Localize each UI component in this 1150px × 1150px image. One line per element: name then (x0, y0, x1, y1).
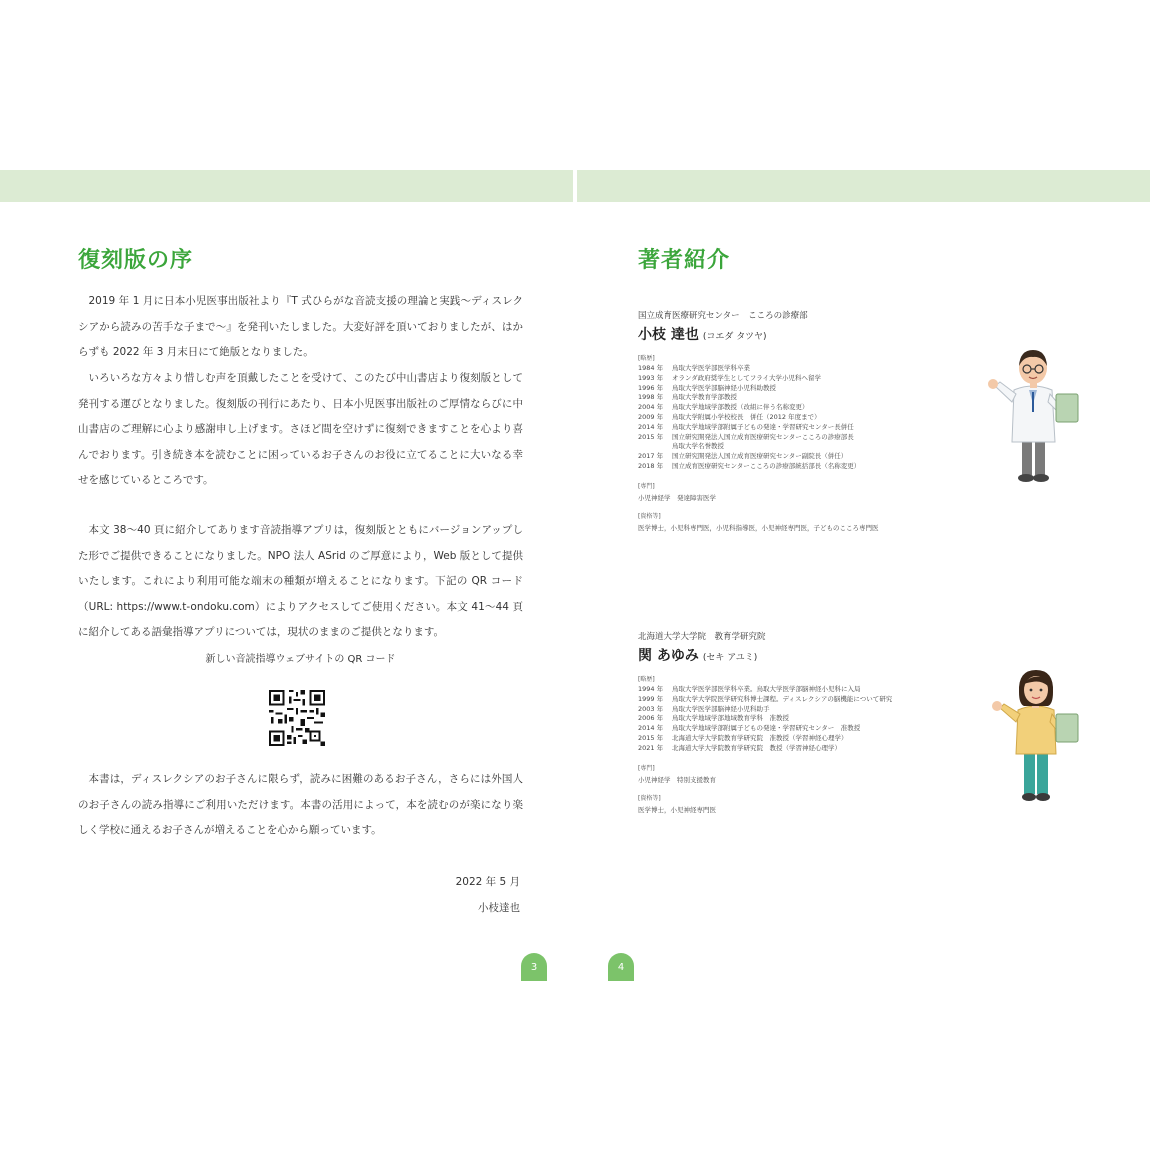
history-heading: [略歴] (638, 676, 655, 683)
woman-teacher-illustration (986, 664, 1084, 804)
preface-date: 2022 年 5 月 (455, 876, 520, 888)
history-row: 2014 年 鳥取大学地域学部附属子どもの発達・学習研究センター 准教授 (638, 724, 861, 733)
preface-paragraph-2: いろいろな方々より惜しむ声を頂戴したことを受けて、このたび中山書店より復刻版として発刊する運びとなりました。復刻版の刊行にあたり、日本小児医事出版社のご厚情ならびに中山書店のご理解に心より感謝申し上げます。さほど間を空けずに復刻できますことを心より喜んでおります。引き続き本を読むことに困っているお子さんのお役に立てることに大いなる幸せを感じているところです。 (78, 372, 523, 486)
history-row: 2009 年 鳥取大学附属小学校校長 併任（2012 年度まで） (638, 412, 821, 421)
author-affiliation: 国立成育医療研究センター こころの診療部 (638, 311, 808, 321)
history-row: 2017 年 国立研究開発法人国立成育医療研究センター副院長（併任） (638, 452, 848, 461)
history-row: 1998 年 鳥取大学教育学部教授 (638, 393, 737, 402)
history-row: 2003 年 鳥取大学医学部脳神経小児科助手 (638, 704, 770, 713)
history-list (638, 685, 958, 754)
qualification-text: 医学博士，小児神経専門医 (638, 805, 716, 814)
history-heading: [略歴] (638, 355, 655, 362)
history-row: 2004 年 鳥取大学地域学部教授（改組に伴う名称変更） (638, 403, 809, 412)
author-card-2 (638, 630, 958, 814)
history-row: 2006 年 鳥取大学地域学部地域教育学科 准教授 (638, 714, 789, 723)
author-name: 小枝 達也 (638, 327, 699, 343)
preface-title: 復刻版の序 (78, 248, 194, 273)
preface-paragraph-1: 2019 年 1 月に日本小児医事出版社より『T 式ひらがな音読支援の理論と実践〜ディスレクシアから読みの苦手な子まで〜』を発刊いたしました。大変好評を頂いておりましたが、はからずも 2022 年 3 月末日にて絶版となりました。 (78, 295, 523, 358)
qualification-text: 医学博士，小児科専門医，小児科指導医，小児神経専門医，子どものこころ専門医 (638, 523, 879, 532)
header-band-left (0, 170, 573, 202)
author-affiliation: 北海道大学大学院 教育学研究院 (638, 632, 766, 642)
history-row: 2015 年 国立研究開発法人国立成育医療研究センターこころの診療部長 (638, 432, 854, 441)
author-name: 関 あゆみ (638, 648, 699, 664)
history-row: 2015 年 北海道大学大学院教育学研究院 准教授（学習神経心理学） (638, 733, 848, 742)
page-number-left: 3 (521, 953, 547, 981)
history-list (638, 364, 958, 472)
specialty-heading: [専門] (638, 764, 655, 772)
author-card-1 (638, 309, 958, 532)
authors-title: 著者紹介 (638, 248, 731, 273)
author-reading: (コエダ タツヤ) (702, 332, 767, 342)
specialty-text: 小児神経学 発達障害医学 (638, 493, 716, 502)
history-row: 1996 年 鳥取大学医学部脳神経小児科助教授 (638, 383, 776, 392)
author-reading: (セキ アユミ) (702, 653, 758, 663)
header-band-right (577, 170, 1150, 202)
author-name-row (638, 645, 958, 665)
history-row: 2021 年 北海道大学大学院教育学研究院 教授（学習神経心理学） (638, 743, 841, 752)
history-row: 2014 年 鳥取大学地域学部附属子どもの発達・学習研究センター長併任 (638, 422, 854, 431)
history-row: 2018 年 国立成育医療研究センターこころの診療部統括部長（名称変更） (638, 461, 861, 470)
specialty-heading: [専門] (638, 482, 655, 490)
history-row: 1999 年 鳥取大学大学院医学研究科博士課程。ディスレクシアの脳機能について研究 (638, 694, 893, 703)
history-row: 1984 年 鳥取大学医学部医学科卒業 (638, 364, 750, 372)
page-number-right: 4 (608, 953, 634, 981)
preface-signature: 小枝達也 (478, 902, 520, 914)
preface-paragraph-3: 本文 38〜40 頁に紹介してあります音読指導アプリは，復刻版とともにバージョンアップした形でご提供できることになりました。NPO 法人 ASrid のご厚意により，Web 版として提供いたします。これにより利用可能な端末の種類が増えることになります。下記の QR コード（URL: https://www.t-ondoku.com）によりアクセスしてご使用ください。本文 41〜44 頁に紹介してある語彙指導アプリについては，現状のままのご提供となります。 (78, 524, 523, 638)
qualification-heading: [資格等] (638, 794, 661, 802)
history-row: 1993 年 オランダ政府奨学生としてフライ大学小児科へ留学 (638, 373, 822, 382)
author-name-row (638, 324, 958, 344)
qr-caption: 新しい音読指導ウェブサイトの QR コード (205, 654, 396, 665)
history-row: 1994 年 鳥取大学医学部医学科卒業。鳥取大学医学部脳神経小児科に入局 (638, 685, 861, 693)
preface-closing-paragraph: 本書は，ディスレクシアのお子さんに限らず，読みに困難のあるお子さん，さらには外国人のお子さんの読み指導にご利用いただけます。本書の活用によって，本を読むのが楽になり楽しく学校に通えるお子さんが増えることを心から願っています。 (78, 773, 523, 836)
doctor-illustration (982, 342, 1086, 484)
qr-code-icon[interactable] (269, 690, 325, 746)
history-row: 鳥取大学名誉教授 (672, 442, 724, 451)
qualification-heading: [資格等] (638, 512, 661, 520)
specialty-text: 小児神経学 特別支援教育 (638, 775, 716, 784)
